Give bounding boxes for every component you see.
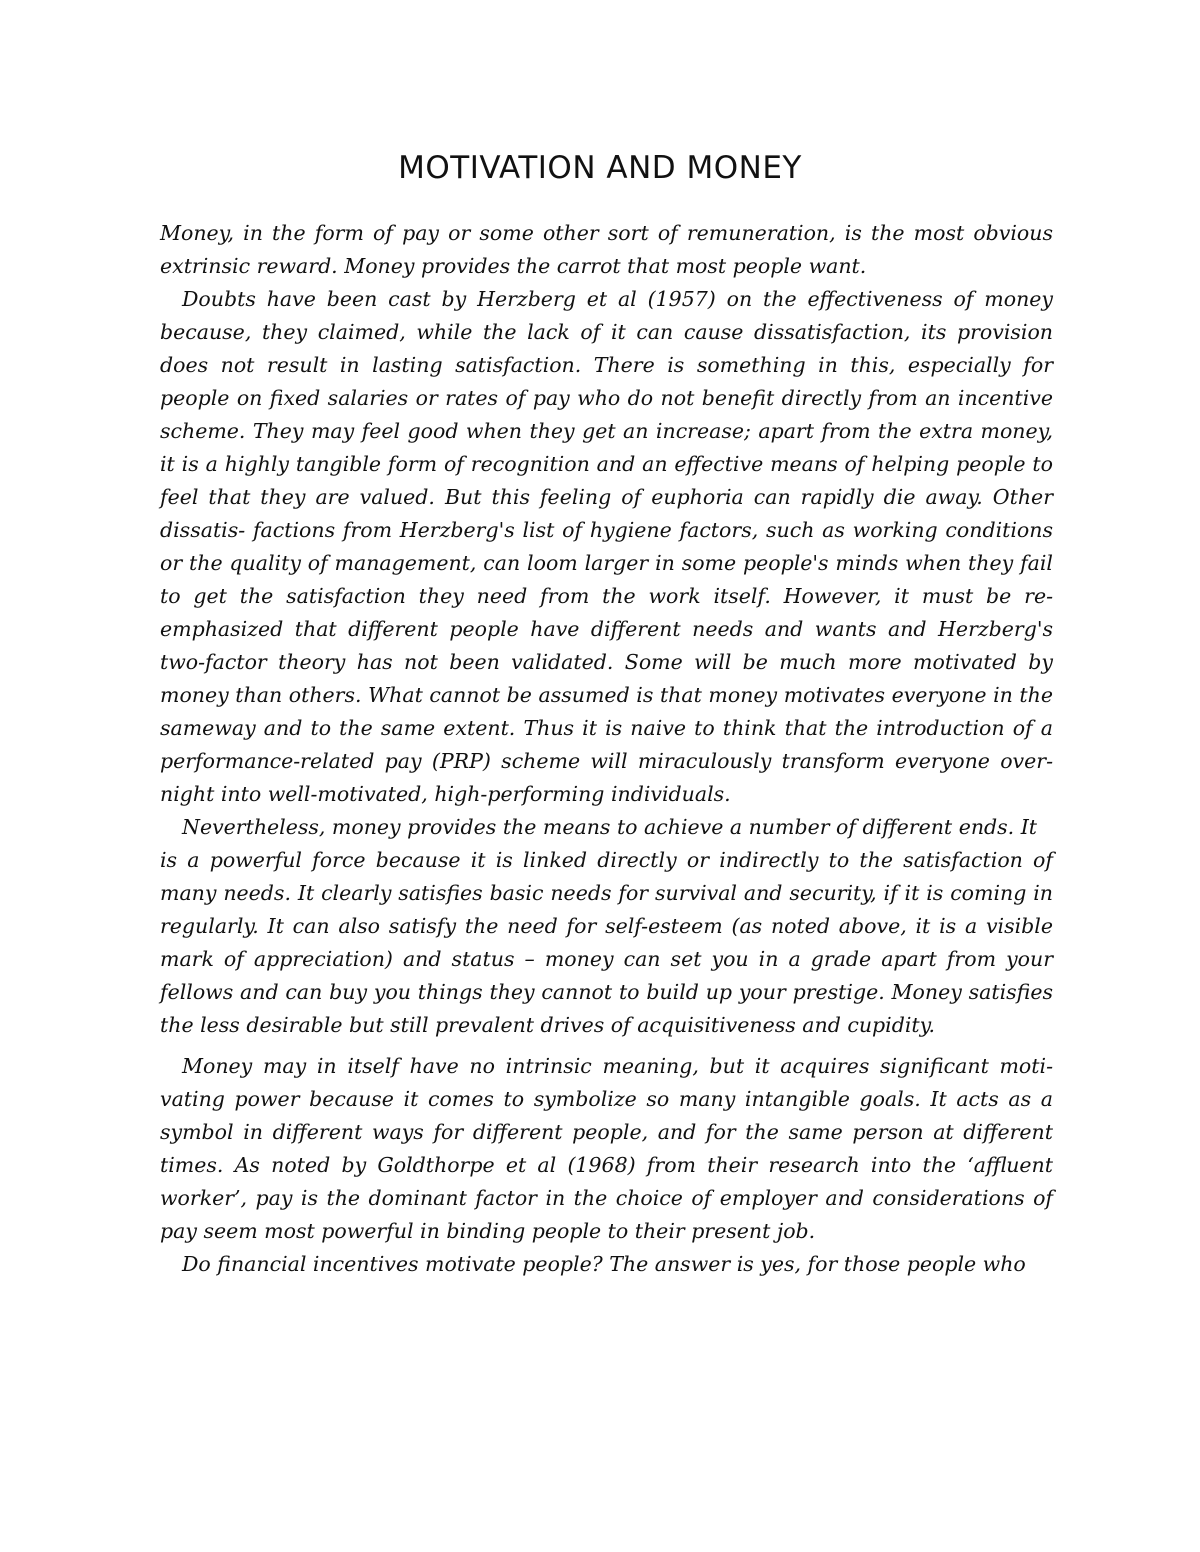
paragraph-financial-incentives: Do financial incentives motivate people? The answer is yes, for those people who xyxy=(182,1252,1026,1276)
paragraph-nevertheless: Nevertheless, money provides the means to achieve a number of different ends. It xyxy=(182,815,1038,839)
paragraph-intro: Money, in the form of pay or some other sort of remuneration, is the most obvious extrinsic reward. Money provides the carrot that most people want. xyxy=(160,221,1053,278)
paragraph-symbol: Money may in itself have no intrinsic meaning, but it acquires significant moti- vating power because it comes to symbolize so many intangible goals. It acts as a symbol in different ways for different people, and for the same person at different times. As noted by Goldthorpe et al (1968) from their research into the ‘affluent worker’, pay is the dominant factor in the choice of employer and considerations of pay seem most powerful in binding people to their present job. xyxy=(160,1054,1053,1243)
paragraph-powerful-force: is a powerful force because it is linked directly or indirectly to the satisfaction of many needs. It clearly satisfies basic needs for survival and security, if it is coming in regularly. It can also satisfy the need for self-esteem (as noted above, it is a visible mark of appreciation) and status – money can set you in a grade apart from your fellows and can buy you things they cannot to build up your prestige. Money satisfies the less desirable but still prevalent drives of acquisitiveness and cupidity. xyxy=(160,848,1053,1037)
page-title: MOTIVATION AND MONEY xyxy=(398,150,802,186)
paragraph-herzberg: Doubts have been cast by Herzberg et al (1957) on the effectiveness of money because, they claimed, while the lack of it can cause dissatisfaction, its provision does not result in lasting satisfaction. There is something in this, especially for people on fixed salaries or rates of pay who do not benefit directly from an incentive scheme. They may feel good when they get an increase; apart from the extra money, it is a highly tangible form of recognition and an effective means of helping people to feel that they are valued. But this feeling of euphoria can rapidly die away. Other dissatis- factions from Herzberg's list of hygiene factors, such as working conditions or the quality of management, can loom larger in some people's minds when they fail to get the satisfaction they need from the work itself. However, it must be re-emphasized that different people have different needs and wants and Herzberg's two-factor theory has not been validated. Some will be much more motivated by money than others. What cannot be assumed is that money motivates everyone in the sameway and to the same extent. Thus it is naive to think that the introduction of a performance-related pay (PRP) scheme will miraculously transform everyone over- night into well-motivated, high-performing individuals. xyxy=(160,287,1053,806)
document-body xyxy=(160,217,1053,1281)
